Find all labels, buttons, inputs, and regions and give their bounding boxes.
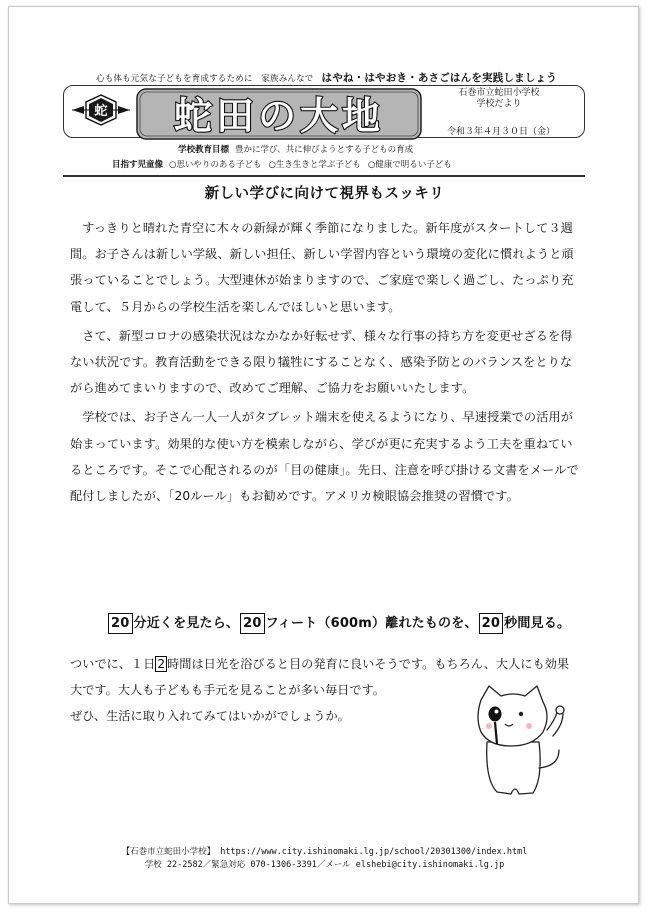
title-text: 蛇田の大地 — [173, 94, 385, 138]
article-headline: 新しい学びに向けて視界もスッキリ — [204, 186, 445, 202]
closing-fragment: 時間は日光を浴びると目の発育に良いそうです。もちろん、大人にも効果 — [167, 657, 570, 671]
rule-text: 分近くを見たら、 — [133, 616, 240, 631]
closing-line — [70, 651, 584, 677]
emblem-char: 蛇 — [94, 104, 108, 119]
rule-number: 20 — [240, 613, 265, 634]
rule-number: 20 — [108, 613, 133, 634]
school-name: 石巻市立蛇田小学校 — [458, 88, 540, 98]
issue-date: 令和３年４月３０日（金） — [447, 127, 556, 137]
school-goal — [178, 143, 413, 155]
header-divider — [63, 175, 585, 177]
footer-url[interactable]: https://www.city.ishinomaki.lg.jp/school/20301300/index.html — [220, 847, 528, 857]
aim-item: ○健康で明るい子ども — [367, 160, 452, 170]
footer — [0, 846, 649, 871]
rule-text: フィート（600m）離れたものを、 — [265, 616, 478, 631]
rule-number: 20 — [479, 613, 504, 634]
aims-label: 目指す児童像 — [112, 160, 164, 170]
aim-item: ○生き生きと学ぶ子ども — [268, 160, 361, 170]
tagline-emphasis: はやね・はやおき・あさごはんを実践しましょう — [321, 72, 557, 84]
closing-line: 大です。大人も子どもも手元を見ることが多い毎日です。 — [70, 683, 385, 698]
paragraph: 学校では、お子さん一人一人がタブレット端末を使えるようになり、早速授業での活用が始まっています。効果的な使い方を模索しながら、学びが更に充実するよう工夫を重ねているところです。そこで心配されるのが「目の健康」。先日、注意を呼び掛ける文書をメールで配付しましたが、「20ルール」もお勧めです。アメリカ検眼協会推奨の習慣です。 — [70, 410, 579, 504]
closing-fragment: ついでに、１日 — [70, 657, 156, 671]
school-emblem-icon — [70, 94, 132, 126]
twenty-rule — [107, 612, 570, 634]
goal-text: 豊かに学び、共に伸びようとする子どもの育成 — [235, 145, 414, 155]
goal-label: 学校教育目標 — [178, 145, 230, 155]
closing-line: ぜひ、生活に取り入れてみてはいかがでしょうか。 — [70, 709, 350, 724]
newsletter-title — [136, 88, 422, 140]
newsletter-name: 学校だより — [476, 99, 522, 109]
school-info — [444, 88, 554, 110]
hours-box: 2 — [157, 657, 166, 671]
rule-text: 秒間見る。 — [504, 616, 571, 631]
article-body — [70, 215, 584, 512]
cat-illustration-icon — [467, 680, 572, 800]
paragraph: すっきりと晴れた青空に木々の新緑が輝く季節になりました。新年度がスタートして３週間。お子さんは新しい学級、新しい担任、新しい学習内容という環境の変化に慣れようと頑張っていることでしょう。大型連休が始まりますので、ご家庭で楽しく過ごし、たっぷり充電して、５月からの学校生活を楽しんでほしいと思います。 — [70, 221, 574, 314]
tagline-text: 心も体も元気な子どもを育成するために 家族みんなで — [96, 74, 314, 84]
student-aims — [112, 158, 459, 170]
paragraph: さて、新型コロナの感染状況はなかなか好転せず、様々な行事の持ち方を変更せざるを得ない状況です。教育活動をできる限り犠牲にすることなく、感染予防とのバランスをとりながら進めてまいりますので、改めてご理解、ご協力をお願いいたします。 — [70, 328, 573, 396]
aim-item: ○思いやりのある子ども — [169, 160, 262, 170]
footer-contact: 学校 22-2582／緊急対応 070-1306-3391／メール elshebi@city.ishinomaki.lg.jp — [144, 859, 505, 870]
header-tagline — [96, 70, 566, 85]
footer-school: 【石巻市立蛇田小学校】 — [121, 847, 216, 857]
